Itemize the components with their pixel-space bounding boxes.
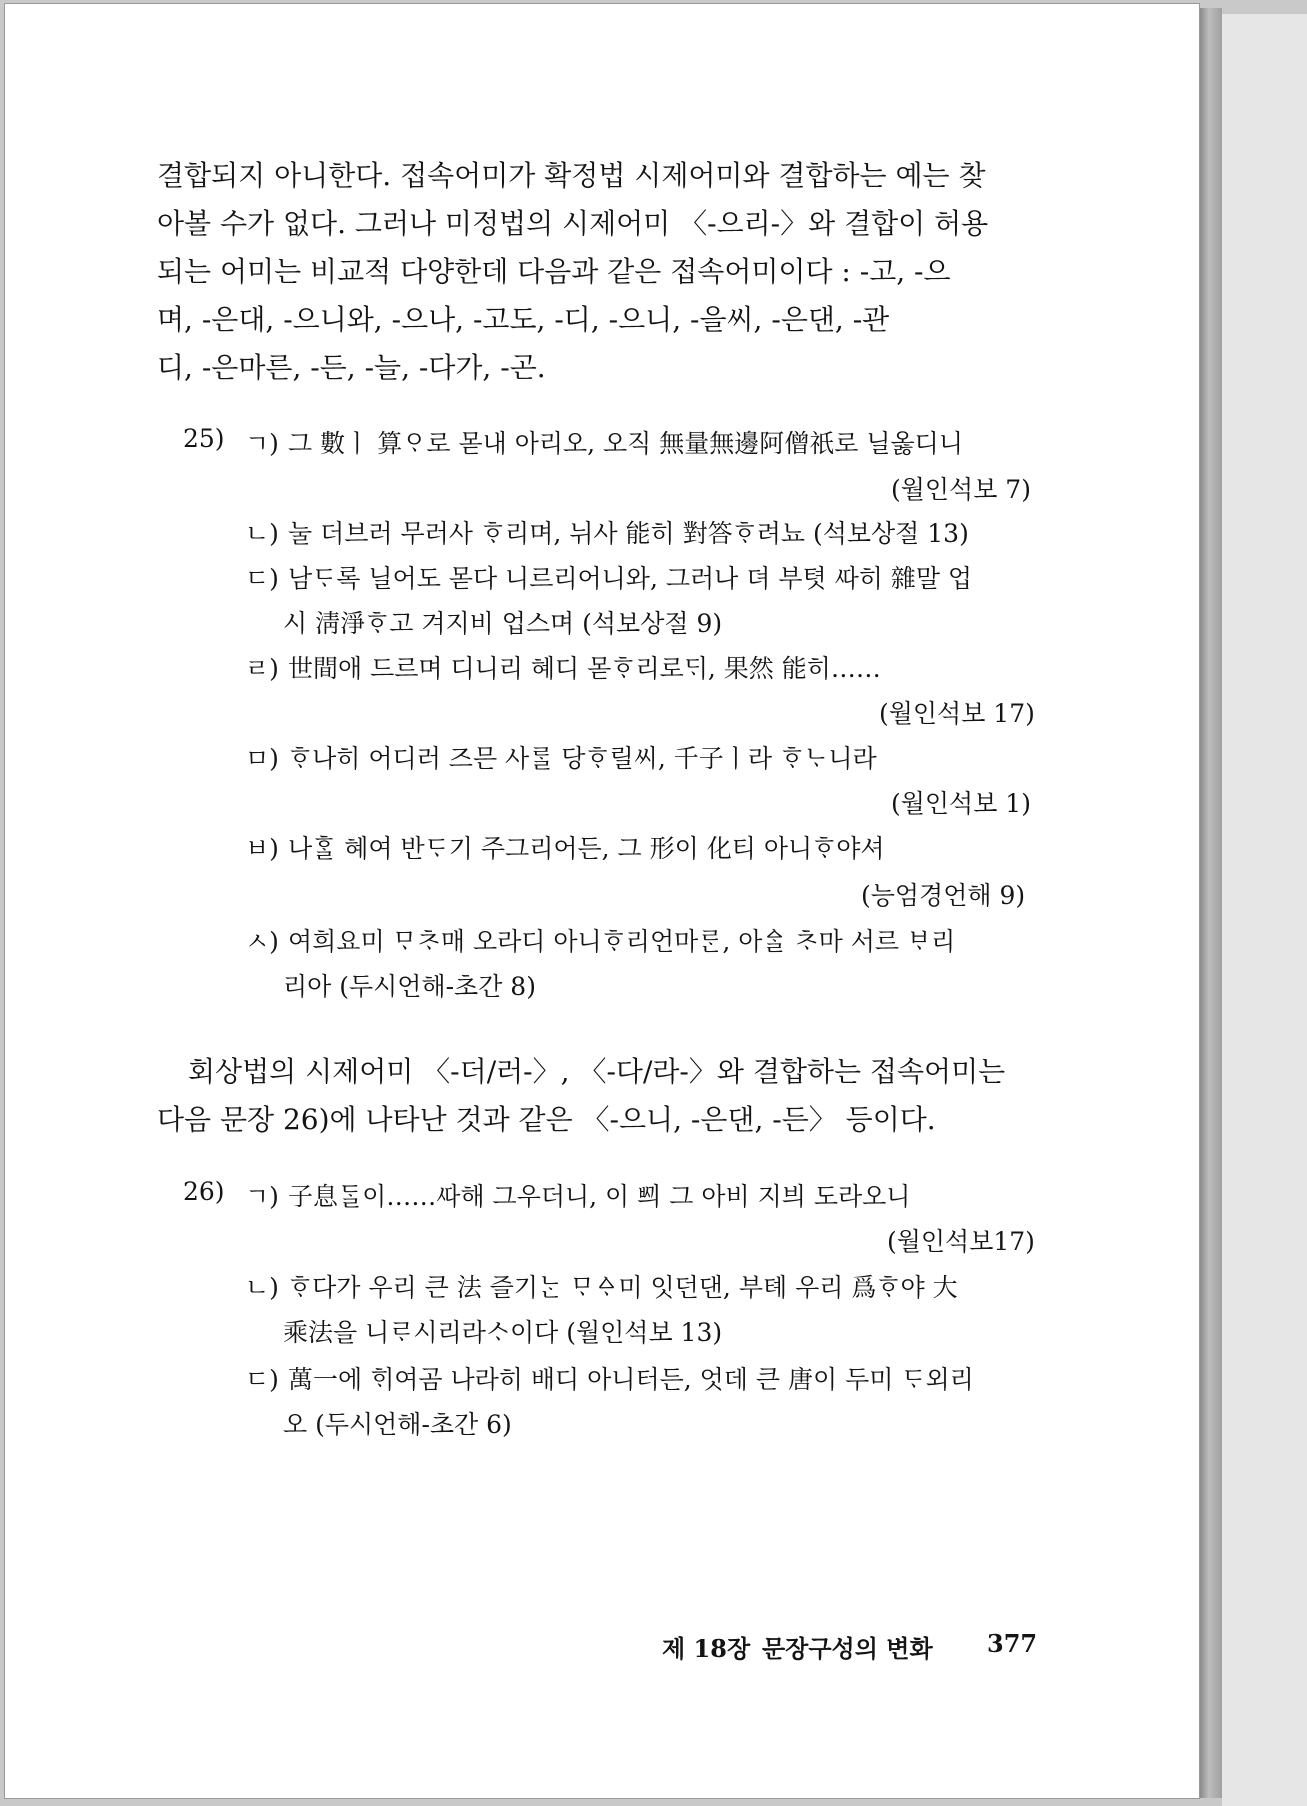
example-25-a-text: 그 數ㅣ 算ᄋᆞ로 몯내 아리오, 오직 無量無邊阿僧祇로 닐옳디니 bbox=[288, 429, 963, 458]
example-25-g-continued: 리아 (두시언해-초간 8) bbox=[283, 972, 536, 1001]
example-25-f-source: (능엄경언해 9) bbox=[861, 881, 1026, 910]
example-25-c-mark: ㄷ) bbox=[245, 564, 279, 593]
background-shadow bbox=[1222, 14, 1307, 1806]
example-25-d-text: 世間애 드르며 디니리 혜디 몯ᄒᆞ리로ᄃᆡ, 果然 能히…… bbox=[288, 654, 881, 683]
example-25-e-text: ᄒᆞ나히 어디러 즈믄 사ᄅᆞᆯ 당ᄒᆞ릴씨, 千子ㅣ라 ᄒᆞᄂᆞ니라 bbox=[288, 744, 877, 773]
example-26-b-continued: 乘法을 니ᄅᆞ시리라ᄉᆞ이다 (월인석보 13) bbox=[283, 1318, 723, 1347]
example-26-c-mark: ㄷ) bbox=[245, 1365, 279, 1394]
mid-line-2: 다음 문장 26)에 나타난 것과 같은 〈-으니, -은댄, -든〉 등이다. bbox=[157, 1103, 936, 1136]
mid-line-1: 회상법의 시제어미 〈-더/러-〉, 〈-다/라-〉와 결합하는 접속어미는 bbox=[188, 1055, 1006, 1088]
example-26-a-source: (월인석보17) bbox=[887, 1227, 1035, 1256]
example-26-number: 26) bbox=[183, 1177, 225, 1206]
example-25-d-source: (월인석보 17) bbox=[879, 699, 1035, 728]
example-25-f-mark: ㅂ) bbox=[245, 834, 279, 863]
example-25-b-text: 눌 더브러 무러사 ᄒᆞ리며, 뉘사 能히 對答ᄒᆞ려뇨 (석보상절 13) bbox=[288, 519, 969, 548]
example-25-d-mark: ㄹ) bbox=[245, 654, 279, 683]
intro-line-5: 디, -은마른, -든, -늘, -다가, -곤. bbox=[157, 351, 546, 384]
intro-line-4: 며, -은대, -으니와, -으나, -고도, -디, -으니, -을씨, -은댄, -관 bbox=[157, 303, 890, 336]
example-26-a-mark: ㄱ) bbox=[245, 1182, 279, 1211]
example-25-f-text: 나ᄒᆞᆯ 혜여 반ᄃᆞ기 주그리어든, 그 形이 化티 아니ᄒᆞ야셔 bbox=[288, 834, 885, 863]
book-page-edge bbox=[1200, 8, 1222, 1798]
example-25-c-continued: 시 淸淨ᄒᆞ고 겨지비 업스며 (석보상절 9) bbox=[283, 609, 723, 638]
example-25-g-mark: ㅅ) bbox=[245, 927, 279, 956]
example-25-a-source: (월인석보 7) bbox=[891, 475, 1031, 504]
example-26-b-text: ᄒᆞ다가 우리 큰 法 즐기ᄂᆞᆫ ᄆᆞᅀᆞ미 잇던댄, 부톄 우리 爲ᄒᆞ야 大 bbox=[288, 1273, 958, 1302]
page-number: 377 bbox=[987, 1629, 1038, 1658]
intro-line-2: 아볼 수가 없다. 그러나 미정법의 시제어미 〈-으리-〉와 결합이 허용 bbox=[157, 207, 989, 240]
example-25-e-mark: ㅁ) bbox=[245, 744, 279, 773]
footer-chapter: 제 18장 bbox=[662, 1634, 751, 1663]
example-26-c-text: 萬一에 ᄒᆡ여곰 나라히 배디 아니터든, 엇데 큰 唐이 두미 ᄃᆞ외리 bbox=[288, 1365, 974, 1394]
example-26-b-mark: ㄴ) bbox=[245, 1273, 279, 1302]
example-25-b-mark: ㄴ) bbox=[245, 519, 279, 548]
intro-line-1: 결합되지 아니한다. 접속어미가 확정법 시제어미와 결합하는 예는 찾 bbox=[157, 159, 986, 192]
example-25-number: 25) bbox=[183, 424, 225, 453]
example-25-c-text: 남ᄃᆞ록 닐어도 몯다 니르리어니와, 그러나 뎌 부텻 ᄯᅡ히 雜말 업 bbox=[288, 564, 973, 593]
example-25-a-mark: ㄱ) bbox=[245, 429, 279, 458]
book-page bbox=[4, 3, 1200, 1799]
example-26-c-continued: 오 (두시언해-초간 6) bbox=[283, 1410, 512, 1439]
example-25-g-text: 여희요미 ᄆᆞᄎᆞ매 오라디 아니ᄒᆞ리언마ᄅᆞᆫ, 아ᅀᆞᆯ ᄎᆞ마 서르 ᄇᆞ리 bbox=[288, 927, 956, 956]
footer-chapter-title: 문장구성의 변화 bbox=[762, 1634, 933, 1663]
example-26-a-text: 子息ᄃᆞᆯ이……ᄯᅡ해 그우더니, 이 ᄢᅴ 그 아비 지븨 도라오니 bbox=[288, 1182, 911, 1211]
intro-line-3: 되는 어미는 비교적 다양한데 다음과 같은 접속어미이다 : -고, -으 bbox=[157, 255, 951, 288]
example-25-e-source: (월인석보 1) bbox=[891, 789, 1031, 818]
